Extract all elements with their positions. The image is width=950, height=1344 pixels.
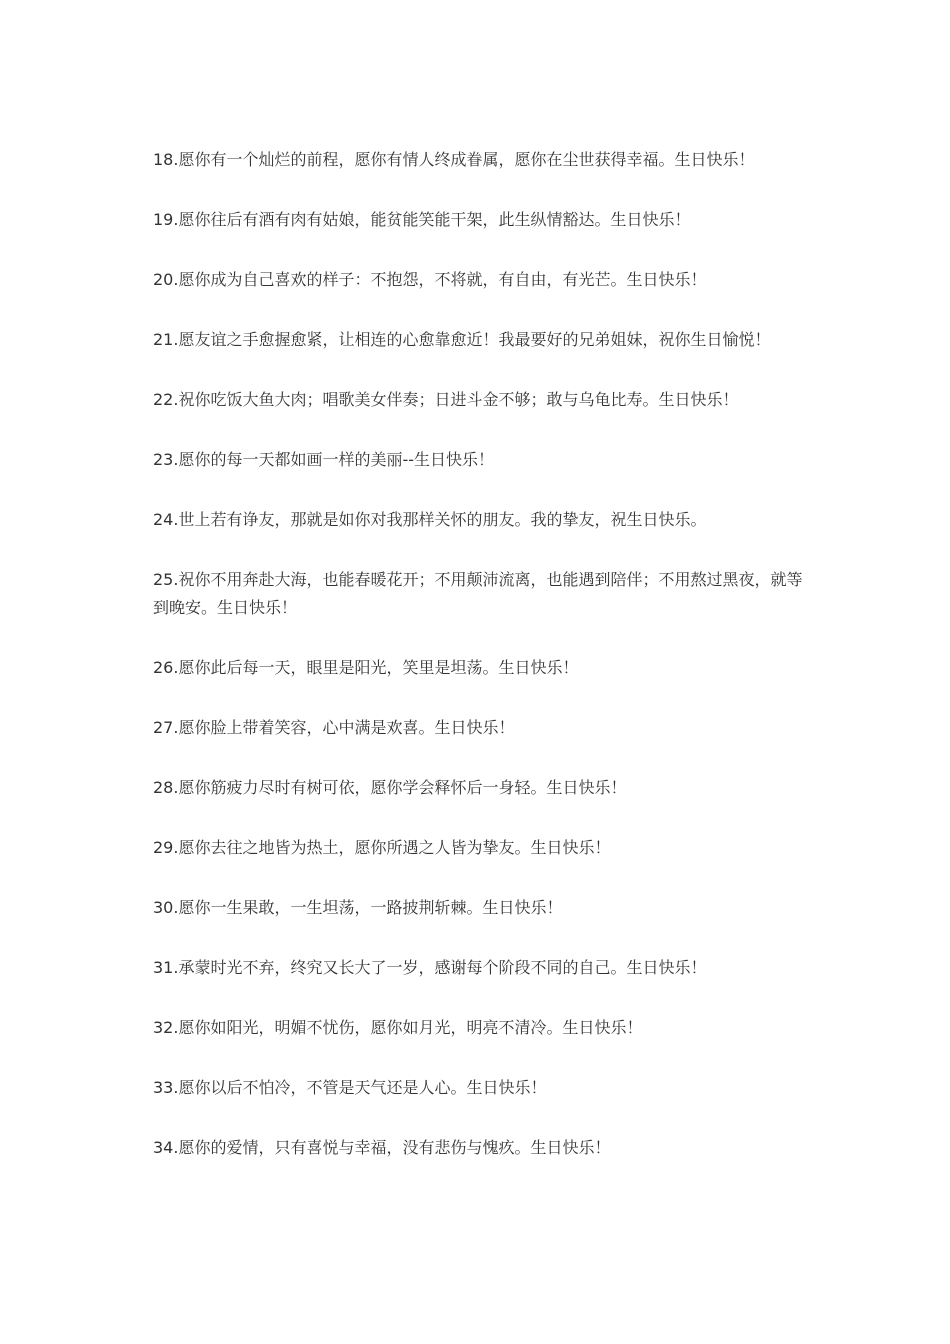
- paragraph-24: 24.世上若有诤友，那就是如你对我那样关怀的朋友。我的挚友，祝生日快乐。: [153, 510, 707, 529]
- paragraph-31: 31.承蒙时光不弃，终究又长大了一岁，感谢每个阶段不同的自己。生日快乐！: [153, 958, 707, 977]
- paragraph-28: 28.愿你筋疲力尽时有树可依，愿你学会释怀后一身轻。生日快乐！: [153, 778, 627, 797]
- paragraph-25: 25.祝你不用奔赴大海，也能春暖花开；不用颠沛流离，也能遇到陪伴；不用熬过黑夜，就等到晚安。生日快乐！: [153, 570, 803, 617]
- document-body: [153, 146, 803, 1194]
- paragraph-27: 27.愿你脸上带着笑容，心中满是欢喜。生日快乐！: [153, 718, 515, 737]
- paragraph-19: 19.愿你往后有酒有肉有姑娘，能贫能笑能干架，此生纵情豁达。生日快乐！: [153, 210, 691, 229]
- paragraph-20: 20.愿你成为自己喜欢的样子：不抱怨，不将就，有自由，有光芒。生日快乐！: [153, 270, 707, 289]
- paragraph-34: 34.愿你的爱情，只有喜悦与幸福，没有悲伤与愧疚。生日快乐！: [153, 1138, 611, 1157]
- paragraph-33: 33.愿你以后不怕冷，不管是天气还是人心。生日快乐！: [153, 1078, 547, 1097]
- paragraph-32: 32.愿你如阳光，明媚不忧伤，愿你如月光，明亮不清冷。生日快乐！: [153, 1018, 643, 1037]
- paragraph-21: 21.愿友谊之手愈握愈紧，让相连的心愈靠愈近！我最要好的兄弟姐妹，祝你生日愉悦！: [153, 330, 771, 349]
- paragraph-26: 26.愿你此后每一天，眼里是阳光，笑里是坦荡。生日快乐！: [153, 658, 579, 677]
- paragraph-22: 22.祝你吃饭大鱼大肉；唱歌美女伴奏；日进斗金不够；敢与乌龟比寿。生日快乐！: [153, 390, 739, 409]
- paragraph-30: 30.愿你一生果敢，一生坦荡，一路披荆斩棘。生日快乐！: [153, 898, 563, 917]
- paragraph-29: 29.愿你去往之地皆为热土，愿你所遇之人皆为挚友。生日快乐！: [153, 838, 611, 857]
- paragraph-18: 18.愿你有一个灿烂的前程，愿你有情人终成眷属，愿你在尘世获得幸福。生日快乐！: [153, 150, 755, 169]
- paragraph-23: 23.愿你的每一天都如画一样的美丽--生日快乐！: [153, 450, 494, 469]
